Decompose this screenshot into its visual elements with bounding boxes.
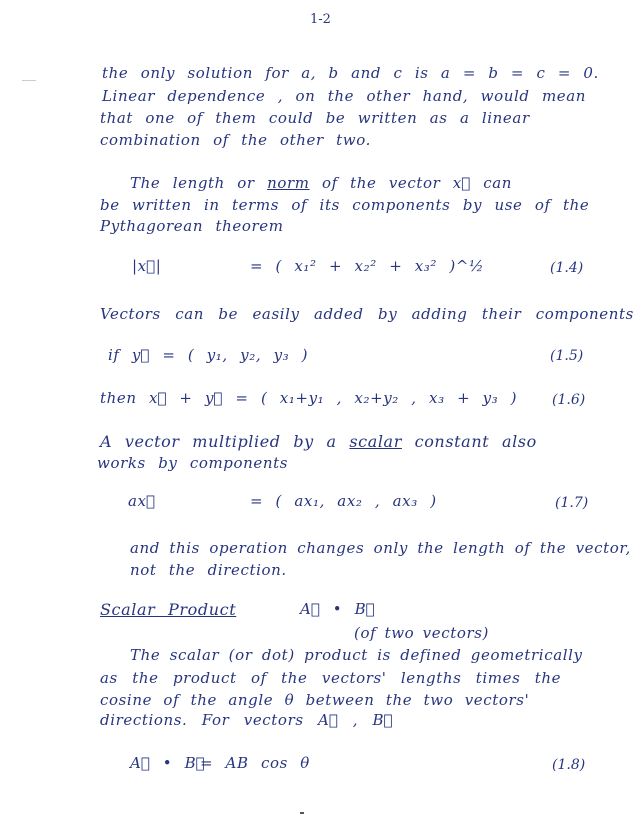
text-line: Pythagorean theorem: [100, 217, 284, 235]
section-title: Scalar Product: [100, 600, 237, 619]
text-line: [100, 432, 537, 451]
text: of the vector x⃗ can: [321, 174, 513, 192]
equation-lhs: |x⃗|: [132, 257, 162, 275]
text-line: cosine of the angle θ between the two vectors': [100, 691, 530, 709]
equation-rhs: = ( x₁² + x₂² + x₃² )^½: [250, 257, 485, 275]
text-line: Vectors can be easily added by adding their components: [100, 305, 634, 323]
equation-number: (1.8): [552, 757, 586, 773]
annotation: (of two vectors): [354, 624, 489, 642]
text-line: the only solution for a, b and c is a = b = c = 0.: [102, 64, 599, 82]
text-line: [130, 174, 512, 192]
page-mark: [300, 812, 304, 814]
page-number: 1-2: [310, 12, 331, 27]
text: The length or: [130, 174, 255, 192]
equation-number: (1.5): [550, 348, 584, 364]
text-line: and this operation changes only the length of the vector,: [130, 539, 631, 557]
text-line: combination of the other two.: [100, 131, 371, 149]
text-line: works by components: [97, 454, 289, 472]
text: A vector multiplied by a: [100, 432, 337, 451]
underlined-word: scalar: [349, 432, 402, 451]
equation-rhs: = AB cos θ: [200, 754, 310, 772]
equation-lhs: ax⃗: [128, 492, 156, 510]
equation-rhs: = ( ax₁, ax₂ , ax₃ ): [250, 492, 437, 510]
equation-lhs: A⃗ • B⃗: [130, 754, 206, 772]
equation-number: (1.4): [550, 260, 584, 276]
text: constant also: [414, 432, 537, 451]
margin-mark: [22, 80, 36, 81]
equation: if y⃗ = ( y₁, y₂, y₃ ): [108, 346, 309, 364]
text-line: not the direction.: [130, 561, 287, 579]
equation-number: (1.7): [555, 495, 589, 511]
section-symbol: A⃗ • B⃗: [300, 600, 376, 618]
text-line: be written in terms of its components by use of the: [100, 196, 590, 214]
equation-number: (1.6): [552, 392, 586, 408]
text-line: Linear dependence , on the other hand, would mean: [102, 87, 587, 105]
text-line: directions. For vectors A⃗ , B⃗: [100, 711, 394, 729]
equation: then x⃗ + y⃗ = ( x₁+y₁ , x₂+y₂ , x₃ + y₃ ): [100, 389, 518, 407]
text-line: that one of them could be written as a linear: [100, 109, 530, 127]
text-line: The scalar (or dot) product is defined geometrically: [130, 646, 583, 664]
text-line: as the product of the vectors' lengths times the: [100, 669, 562, 687]
underlined-word: norm: [267, 174, 310, 192]
